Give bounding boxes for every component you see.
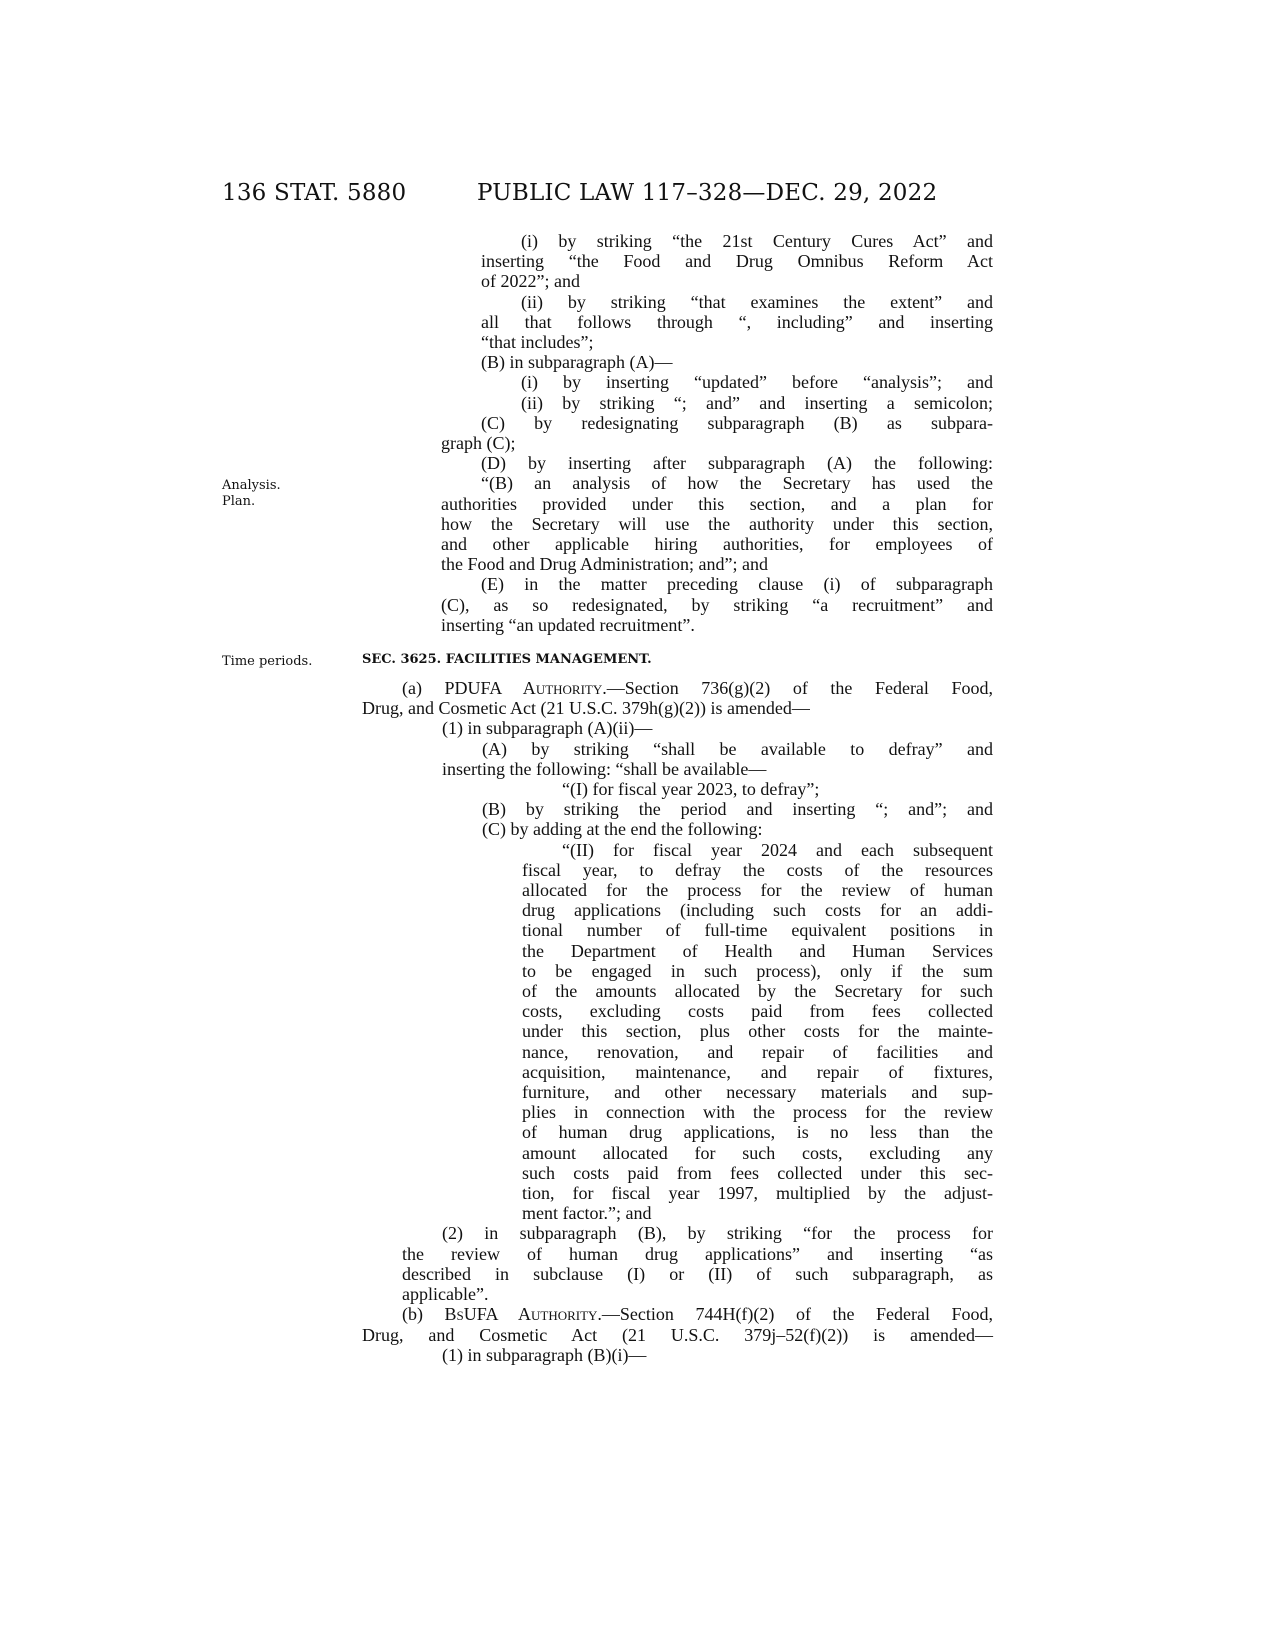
text-line: (ii) by striking “that examines the extent” and — [521, 291, 993, 312]
text-line: (B) by striking the period and inserting “; and”; and — [482, 799, 993, 820]
text-line: inserting “an updated recruitment”. — [441, 614, 695, 635]
text-line: (i) by striking “the 21st Century Cures Act” and — [521, 231, 993, 251]
text-line: “(II) for fiscal year 2024 and each subsequent — [562, 839, 993, 860]
margin-note-time-periods: Time periods. — [222, 654, 313, 669]
text-line: under this section, plus other costs for the mainte- — [522, 1021, 993, 1042]
subsection-a-heading — [402, 678, 993, 698]
subsection-b-mid: UFA A — [463, 1304, 531, 1325]
text-line: (C) by redesignating subparagraph (B) as subpara- — [481, 412, 993, 433]
subsection-b-heading — [402, 1304, 993, 1324]
text-line: to be engaged in such process), only if the sum — [522, 960, 993, 981]
text-line: (1) in subparagraph (B)(i)— — [442, 1344, 647, 1365]
subsection-a-smallcaps: uthority — [535, 678, 603, 698]
text-line: Drug, and Cosmetic Act (21 U.S.C. 379h(g)(2)) is amended— — [362, 698, 810, 719]
text-line: (ii) by striking “; and” and inserting a semicolon; — [521, 392, 993, 413]
text-line: (D) by inserting after subparagraph (A) the following: — [481, 453, 993, 474]
margin-note-plan: Plan. — [222, 494, 256, 509]
subsection-b-rest: .—Section 744H(f)(2) of the Federal Food, — [597, 1304, 993, 1325]
amendment-block-2 — [362, 678, 993, 1365]
text-line: the review of human drug applications” and inserting “as — [402, 1243, 993, 1264]
text-line: drug applications (including such costs for an addi- — [522, 900, 993, 921]
text-line: “(B) an analysis of how the Secretary has used the — [481, 473, 993, 494]
stat-reference: 136 STAT. 5880 — [222, 180, 407, 206]
margin-note-analysis: Analysis. — [222, 478, 281, 493]
text-line: (C) by adding at the end the following: — [482, 819, 763, 840]
text-line: applicable”. — [402, 1284, 489, 1305]
text-line: ment factor.”; and — [522, 1203, 652, 1224]
subsection-a-label: (a) PDUFA A — [402, 678, 536, 698]
text-line: fiscal year, to defray the costs of the resources — [522, 859, 993, 880]
text-line: inserting the following: “shall be available— — [442, 758, 767, 779]
section-heading: SEC. 3625. FACILITIES MANAGEMENT. — [362, 652, 652, 667]
text-line: tional number of full-time equivalent positions in — [522, 920, 993, 941]
text-line: the Food and Drug Administration; and”; and — [441, 554, 768, 575]
text-line: (1) in subparagraph (A)(ii)— — [442, 718, 653, 739]
text-line: of the amounts allocated by the Secretary for such — [522, 981, 993, 1002]
text-line: how the Secretary will use the authority under this section, — [441, 513, 993, 534]
text-line: allocated for the process for the review of human — [522, 880, 993, 901]
text-line: (E) in the matter preceding clause (i) of subparagraph — [481, 574, 993, 595]
text-line: such costs paid from fees collected under this sec- — [522, 1162, 993, 1183]
text-line: described in subclause (I) or (II) of such subparagraph, as — [402, 1263, 993, 1284]
text-line: “(I) for fiscal year 2023, to defray”; — [562, 779, 820, 800]
text-line: of 2022”; and — [481, 271, 580, 292]
text-line: (A) by striking “shall be available to defray” and — [482, 738, 993, 759]
text-line: costs, excluding costs paid from fees collected — [522, 1001, 993, 1022]
text-line: (C), as so redesignated, by striking “a recruitment” and — [441, 594, 993, 615]
text-line: authorities provided under this section, and a plan for — [441, 493, 993, 514]
text-line: (B) in subparagraph (A)— — [481, 352, 673, 373]
text-line: and other applicable hiring authorities, for employees of — [441, 534, 993, 555]
text-line: graph (C); — [441, 433, 516, 454]
text-line: “that includes”; — [481, 332, 594, 353]
text-line: (2) in subparagraph (B), by striking “for the process for — [442, 1223, 993, 1244]
text-line: Drug, and Cosmetic Act (21 U.S.C. 379j–52(f)(2)) is amended— — [362, 1324, 993, 1345]
subsection-b-smallcaps-1: s — [456, 1304, 464, 1325]
subsection-b-smallcaps-2: uthority — [530, 1304, 598, 1325]
text-line: plies in connection with the process for the review — [522, 1102, 993, 1123]
text-line: furniture, and other necessary materials and sup- — [522, 1082, 993, 1103]
text-line: amount allocated for such costs, excluding any — [522, 1142, 993, 1163]
text-line: inserting “the Food and Drug Omnibus Reform Act — [481, 251, 993, 272]
text-line: the Department of Health and Human Services — [522, 940, 993, 961]
text-line: (i) by inserting “updated” before “analysis”; and — [521, 372, 993, 393]
text-line: of human drug applications, is no less than the — [522, 1122, 993, 1143]
text-line: all that follows through “, including” and inserting — [481, 311, 993, 332]
subsection-a-rest: .—Section 736(g)(2) of the Federal Food, — [602, 678, 993, 698]
subsection-b-label: (b) B — [402, 1304, 457, 1325]
amendment-block-1 — [441, 231, 993, 635]
text-line: tion, for fiscal year 1997, multiplied by the adjust- — [522, 1183, 993, 1204]
text-line: nance, renovation, and repair of facilities and — [522, 1041, 993, 1062]
text-line: acquisition, maintenance, and repair of fixtures, — [522, 1061, 993, 1082]
law-title: PUBLIC LAW 117–328—DEC. 29, 2022 — [477, 180, 938, 206]
